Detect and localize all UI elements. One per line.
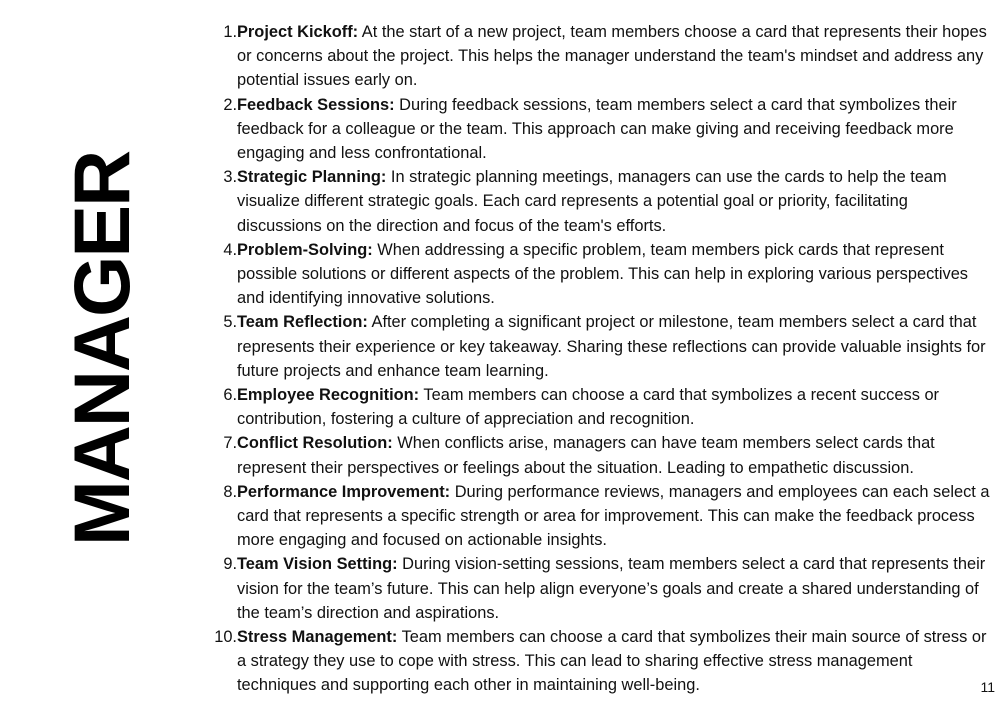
item-title: Project Kickoff:	[237, 23, 359, 41]
item-text: At the start of a new project, team members choose a card that represents their hopes or concerns about the project. This helps the manager understand the team's mindset and address any potential issues early on.	[237, 23, 987, 90]
item-text: During performance reviews, managers and employees can each select a card that represents a specific strength or area for improvement. This can make the feedback process more engaging and focused on actionable insights.	[237, 482, 990, 550]
list-item	[223, 93, 992, 166]
item-number: 2.	[223, 95, 237, 114]
item-number: 7.	[223, 434, 237, 453]
item-number: 10.	[214, 628, 237, 647]
item-title: Stress Management:	[237, 628, 398, 647]
item-text: When addressing a specific problem, team members pick cards that represent possible solutions or different aspects of the problem. This can help in exploring various perspectives and identifying innovative solutions.	[237, 240, 968, 308]
list-item	[223, 165, 992, 238]
page-number: 11	[980, 679, 995, 695]
item-title: Employee Recognition:	[237, 386, 420, 405]
item-text: During vision-setting sessions, team members select a card that represents their vision for the team’s future. This can help align everyone’s goals and create a shared understanding of the team’s direction and aspirations.	[237, 555, 986, 622]
item-number: 1.	[223, 23, 237, 41]
item-title: Strategic Planning:	[237, 168, 387, 187]
item-text: Team members can choose a card that symbolizes their main source of stress or a strategy they use to cope with stress. This can lead to sharing effective stress management techniques and supporting each other in maintaining well-being.	[237, 628, 987, 695]
list-item	[214, 625, 992, 698]
list-item	[223, 552, 992, 625]
list-item	[223, 20, 992, 93]
manager-activities-list	[214, 20, 992, 698]
item-title: Team Vision Setting:	[237, 555, 398, 574]
list-item	[223, 310, 992, 383]
list-item	[223, 480, 992, 553]
side-title: MANAGER	[57, 151, 146, 546]
item-number: 8.	[223, 482, 237, 501]
item-text: In strategic planning meetings, managers can use the cards to help the team visualize different strategic goals. Each card represents a potential goal or priority, facilitating discussions on the direction and focus of the team's efforts.	[237, 168, 947, 235]
item-title: Team Reflection:	[237, 313, 368, 332]
list-item	[223, 238, 992, 311]
item-number: 4.	[223, 240, 237, 259]
item-title: Problem-Solving:	[237, 240, 373, 259]
item-number: 5.	[223, 313, 237, 332]
item-title: Feedback Sessions:	[237, 95, 395, 114]
item-text: Team members can choose a card that symbolizes a recent success or contribution, fostering a culture of appreciation and recognition.	[237, 386, 940, 429]
item-text: After completing a significant project or milestone, team members select a card that represents their experience or key takeaway. Sharing these reflections can provide valuable insights for future projects and enhance team learning.	[237, 313, 986, 380]
item-title: Conflict Resolution:	[237, 434, 393, 453]
item-text: When conflicts arise, managers can have team members select cards that represent their perspectives or feelings about the situation. Leading to empathetic discussion.	[237, 434, 935, 477]
list-item	[223, 431, 992, 479]
item-number: 3.	[223, 168, 237, 187]
item-number: 6.	[223, 386, 237, 405]
item-text: During feedback sessions, team members select a card that symbolizes their feedback for a colleague or the team. This approach can make giving and receiving feedback more engaging and less confrontational.	[237, 95, 957, 163]
item-title: Performance Improvement:	[237, 482, 451, 501]
list-item	[223, 383, 992, 431]
item-number: 9.	[223, 555, 237, 574]
